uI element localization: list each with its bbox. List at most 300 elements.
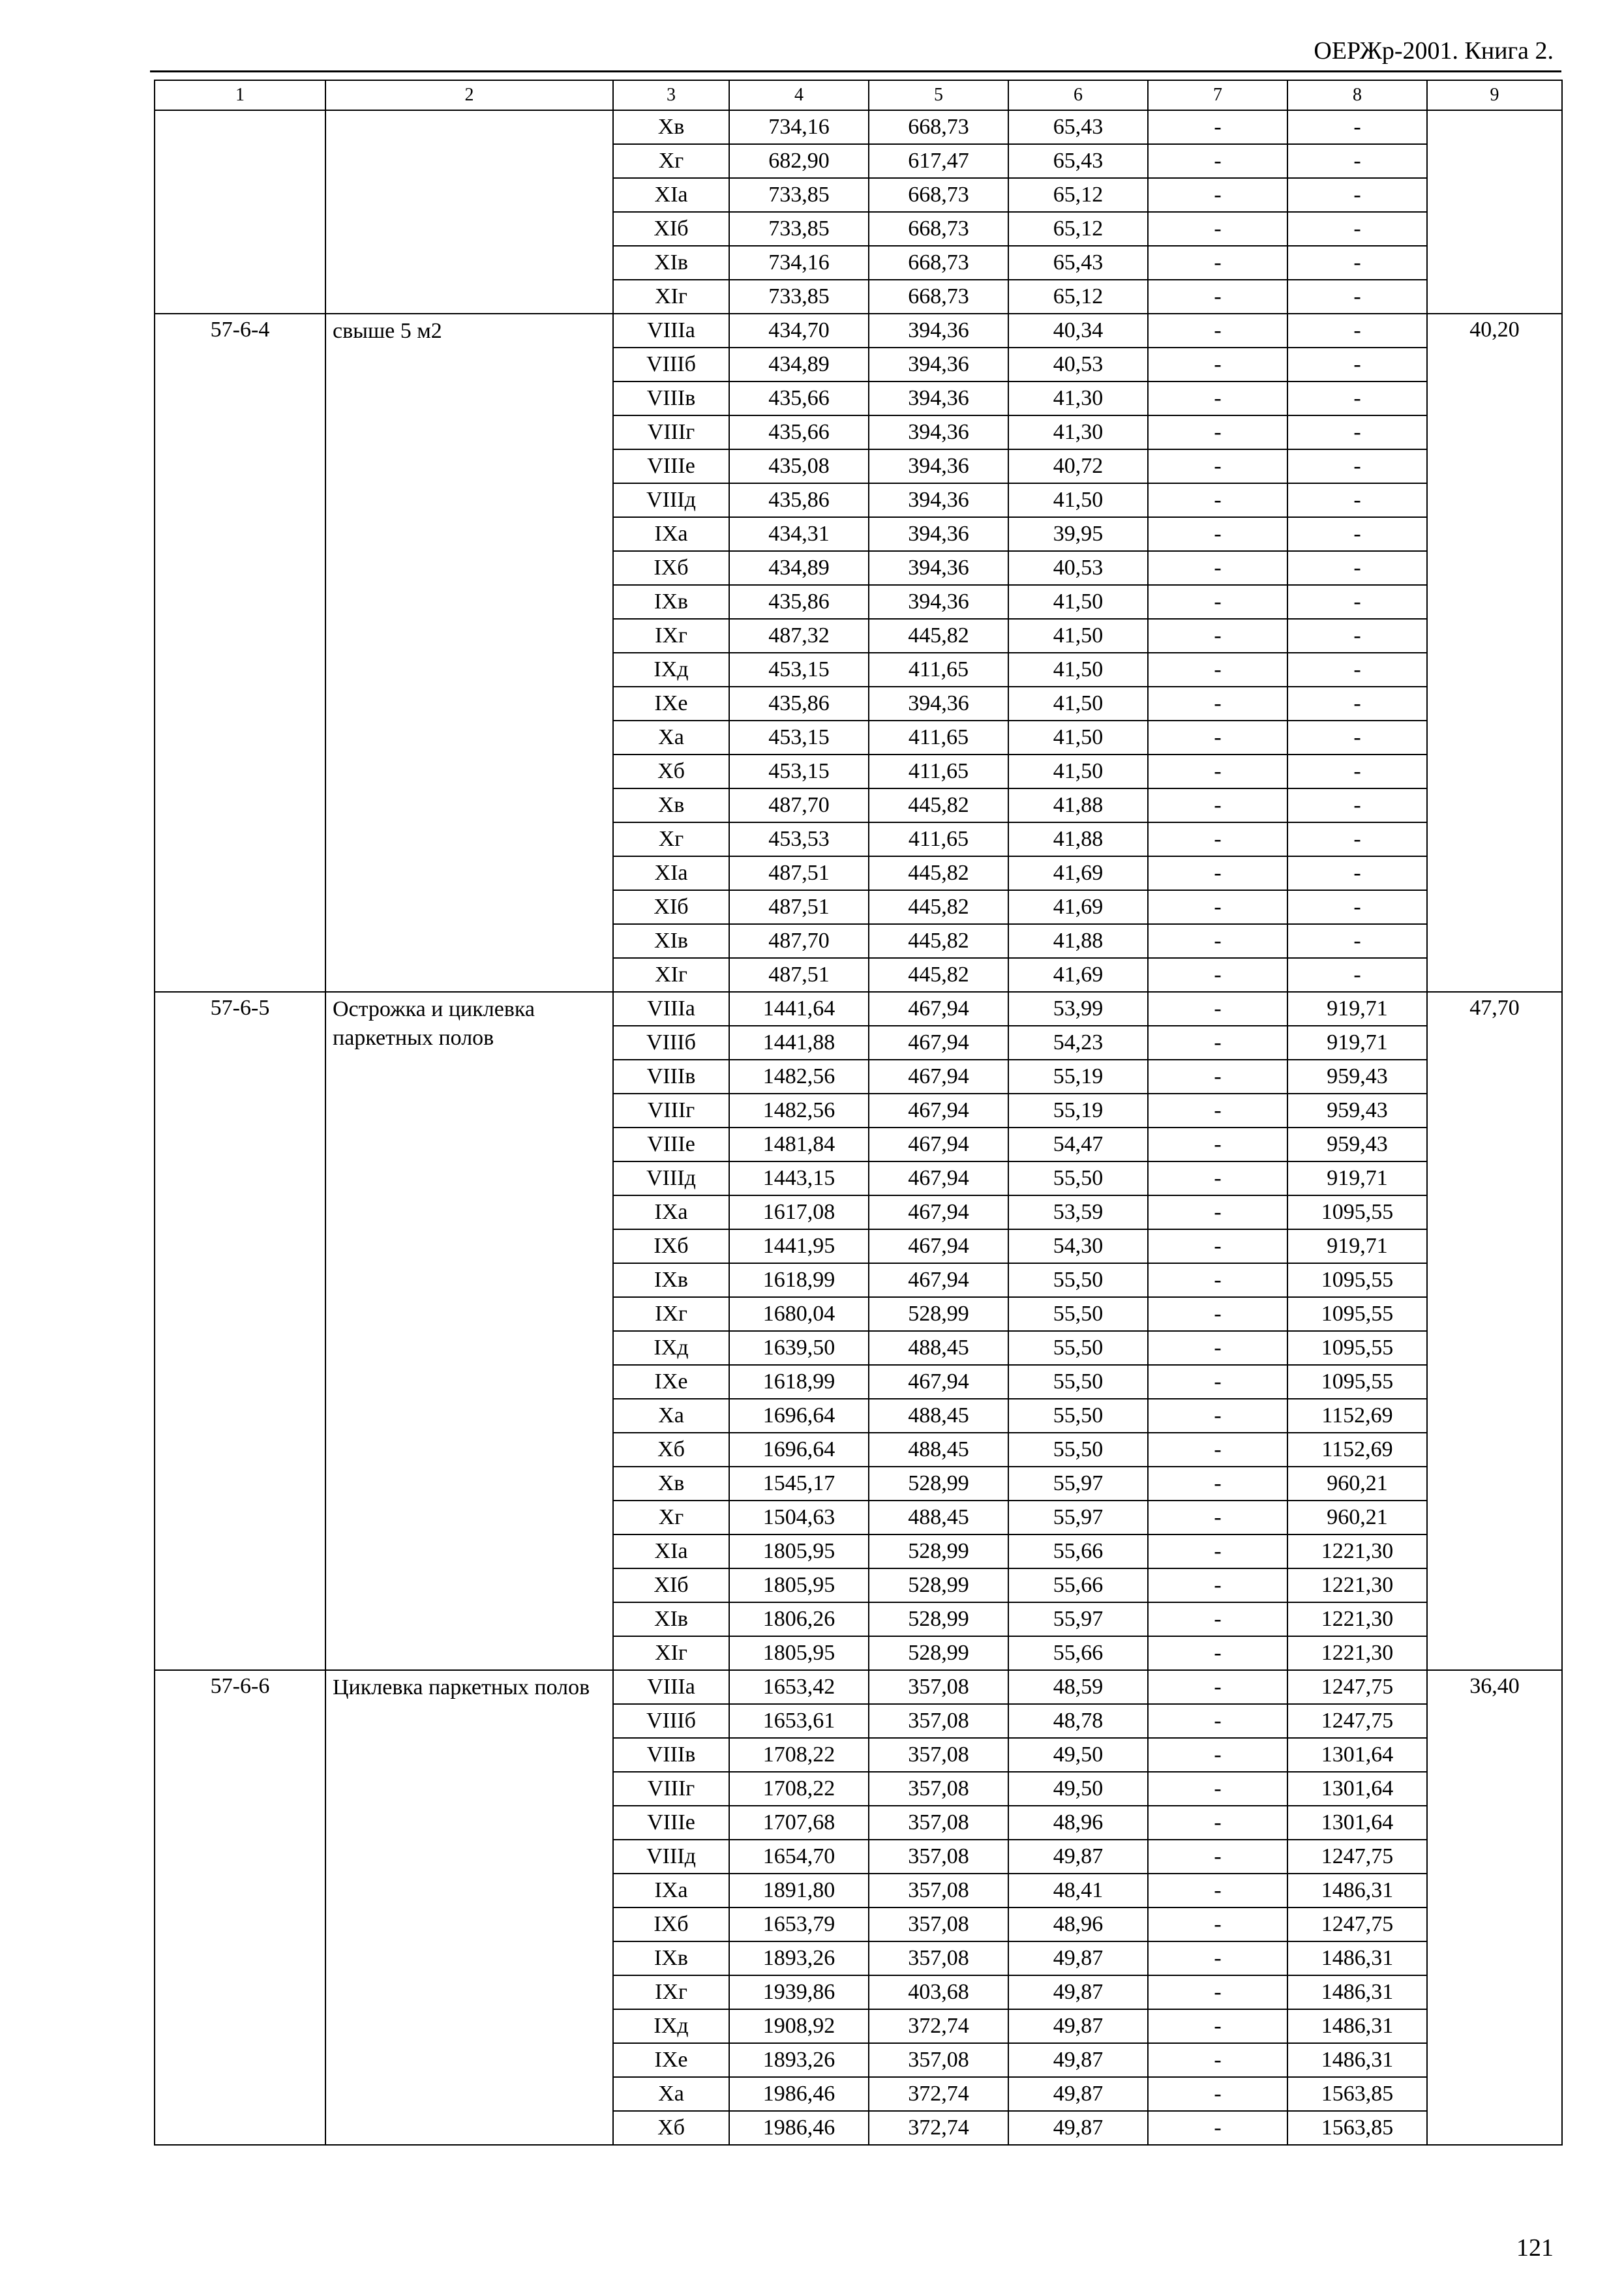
value-cell: - <box>1287 958 1427 992</box>
column-number-cell: 8 <box>1287 80 1427 110</box>
value-cell: 40,72 <box>1008 449 1148 483</box>
labor-cost-cell: 36,40 <box>1427 1670 1562 2145</box>
value-cell: 41,50 <box>1008 721 1148 755</box>
zone-cell: Xв <box>613 1467 729 1501</box>
zone-cell: Xг <box>613 144 729 178</box>
value-cell: 1654,70 <box>729 1840 869 1874</box>
table-row <box>155 1670 1562 1704</box>
value-cell: 467,94 <box>869 1060 1008 1094</box>
zone-cell: VIIIб <box>613 348 729 382</box>
value-cell: 487,51 <box>729 890 869 924</box>
zone-cell: IXв <box>613 585 729 619</box>
value-cell: - <box>1148 1636 1287 1670</box>
zone-cell: VIIIг <box>613 415 729 449</box>
value-cell: 733,85 <box>729 280 869 314</box>
value-cell: 445,82 <box>869 958 1008 992</box>
value-cell: 357,08 <box>869 1670 1008 1704</box>
zone-cell: XIа <box>613 178 729 212</box>
zone-cell: IXг <box>613 619 729 653</box>
value-cell: 1247,75 <box>1287 1908 1427 1941</box>
value-cell: 49,87 <box>1008 2111 1148 2145</box>
value-cell: 1443,15 <box>729 1161 869 1195</box>
table-row <box>155 314 1562 348</box>
zone-cell: VIIIг <box>613 1772 729 1806</box>
value-cell: 453,15 <box>729 755 869 788</box>
zone-cell: VIIIв <box>613 1738 729 1772</box>
value-cell: 1806,26 <box>729 1602 869 1636</box>
column-number-row <box>155 80 1562 110</box>
value-cell: 49,87 <box>1008 2043 1148 2077</box>
value-cell: - <box>1148 1128 1287 1161</box>
value-cell: 372,74 <box>869 2077 1008 2111</box>
value-cell: - <box>1148 1263 1287 1297</box>
value-cell: 65,43 <box>1008 110 1148 144</box>
zone-cell: XIб <box>613 890 729 924</box>
value-cell: 394,36 <box>869 415 1008 449</box>
value-cell: - <box>1287 280 1427 314</box>
work-name-cell: свыше 5 м2 <box>325 314 613 992</box>
value-cell: - <box>1148 822 1287 856</box>
zone-cell: IXг <box>613 1297 729 1331</box>
value-cell: - <box>1148 1670 1287 1704</box>
value-cell: 1563,85 <box>1287 2077 1427 2111</box>
value-cell: - <box>1148 1941 1287 1975</box>
value-cell: 487,32 <box>729 619 869 653</box>
zone-cell: XIб <box>613 212 729 246</box>
value-cell: - <box>1148 1602 1287 1636</box>
zone-cell: Xб <box>613 2111 729 2145</box>
value-cell: 55,66 <box>1008 1568 1148 1602</box>
zone-cell: VIIIа <box>613 1670 729 1704</box>
page-number: 121 <box>1516 2234 1554 2262</box>
value-cell: 55,50 <box>1008 1263 1148 1297</box>
value-cell: 48,96 <box>1008 1806 1148 1840</box>
value-cell: 668,73 <box>869 280 1008 314</box>
value-cell: 434,89 <box>729 348 869 382</box>
value-cell: 65,43 <box>1008 246 1148 280</box>
value-cell: 394,36 <box>869 551 1008 585</box>
value-cell: 488,45 <box>869 1501 1008 1534</box>
column-number-cell: 4 <box>729 80 869 110</box>
value-cell: 528,99 <box>869 1602 1008 1636</box>
value-cell: 1805,95 <box>729 1636 869 1670</box>
zone-cell: XIв <box>613 1602 729 1636</box>
value-cell: 1891,80 <box>729 1874 869 1908</box>
zone-cell: Xг <box>613 822 729 856</box>
value-cell: 733,85 <box>729 212 869 246</box>
value-cell: 394,36 <box>869 348 1008 382</box>
value-cell: 445,82 <box>869 890 1008 924</box>
value-cell: 357,08 <box>869 1772 1008 1806</box>
value-cell: 1095,55 <box>1287 1331 1427 1365</box>
value-cell: - <box>1148 280 1287 314</box>
zone-cell: VIIIб <box>613 1026 729 1060</box>
value-cell: - <box>1148 178 1287 212</box>
value-cell: - <box>1287 415 1427 449</box>
value-cell: - <box>1148 1534 1287 1568</box>
value-cell: - <box>1148 856 1287 890</box>
value-cell: 49,87 <box>1008 2077 1148 2111</box>
value-cell: 1986,46 <box>729 2077 869 2111</box>
zone-cell: Xб <box>613 1433 729 1467</box>
value-cell: - <box>1148 1331 1287 1365</box>
value-cell: - <box>1287 246 1427 280</box>
value-cell: 40,53 <box>1008 551 1148 585</box>
value-cell: 40,34 <box>1008 314 1148 348</box>
value-cell: - <box>1148 1365 1287 1399</box>
labor-cost-cell: 40,20 <box>1427 314 1562 992</box>
value-cell: - <box>1148 992 1287 1026</box>
value-cell: 1696,64 <box>729 1399 869 1433</box>
value-cell: - <box>1148 1738 1287 1772</box>
labor-cost-cell: 47,70 <box>1427 992 1562 1670</box>
value-cell: 48,59 <box>1008 1670 1148 1704</box>
value-cell: - <box>1148 483 1287 517</box>
value-cell: 41,50 <box>1008 619 1148 653</box>
value-cell: - <box>1287 348 1427 382</box>
estimate-table <box>154 80 1563 2146</box>
value-cell: - <box>1148 382 1287 415</box>
value-cell: 55,50 <box>1008 1433 1148 1467</box>
value-cell: 487,70 <box>729 924 869 958</box>
value-cell: 919,71 <box>1287 1229 1427 1263</box>
value-cell: 394,36 <box>869 517 1008 551</box>
zone-cell: IXг <box>613 1975 729 2009</box>
value-cell: 54,47 <box>1008 1128 1148 1161</box>
value-cell: 394,36 <box>869 483 1008 517</box>
value-cell: 53,59 <box>1008 1195 1148 1229</box>
value-cell: - <box>1148 1806 1287 1840</box>
value-cell: - <box>1148 1060 1287 1094</box>
value-cell: 467,94 <box>869 1094 1008 1128</box>
value-cell: - <box>1148 144 1287 178</box>
value-cell: 1680,04 <box>729 1297 869 1331</box>
value-cell: 445,82 <box>869 788 1008 822</box>
value-cell: 49,87 <box>1008 1840 1148 1874</box>
value-cell: 372,74 <box>869 2009 1008 2043</box>
value-cell: 55,19 <box>1008 1060 1148 1094</box>
value-cell: - <box>1148 2111 1287 2145</box>
labor-cost-cell <box>1427 110 1562 314</box>
zone-cell: VIIIе <box>613 449 729 483</box>
zone-cell: Xб <box>613 755 729 788</box>
value-cell: - <box>1148 1704 1287 1738</box>
value-cell: 1441,64 <box>729 992 869 1026</box>
value-cell: 435,86 <box>729 585 869 619</box>
value-cell: - <box>1287 856 1427 890</box>
zone-cell: IXв <box>613 1941 729 1975</box>
value-cell: - <box>1148 1297 1287 1331</box>
value-cell: - <box>1148 619 1287 653</box>
value-cell: - <box>1287 178 1427 212</box>
zone-cell: VIIIа <box>613 992 729 1026</box>
value-cell: - <box>1148 687 1287 721</box>
value-cell: 403,68 <box>869 1975 1008 2009</box>
zone-cell: XIб <box>613 1568 729 1602</box>
value-cell: 41,50 <box>1008 483 1148 517</box>
value-cell: - <box>1287 314 1427 348</box>
value-cell: 919,71 <box>1287 1026 1427 1060</box>
value-cell: 48,78 <box>1008 1704 1148 1738</box>
value-cell: 55,97 <box>1008 1467 1148 1501</box>
value-cell: 41,69 <box>1008 890 1148 924</box>
value-cell: 1545,17 <box>729 1467 869 1501</box>
value-cell: 445,82 <box>869 856 1008 890</box>
value-cell: 487,70 <box>729 788 869 822</box>
zone-cell: VIIIе <box>613 1128 729 1161</box>
value-cell: - <box>1287 483 1427 517</box>
work-name-cell: Острожка и циклевка паркетных полов <box>325 992 613 1670</box>
table-row <box>155 992 1562 1026</box>
zone-cell: IXд <box>613 2009 729 2043</box>
value-cell: 435,86 <box>729 483 869 517</box>
rate-code-cell: 57-6-6 <box>155 1670 325 2145</box>
value-cell: 48,96 <box>1008 1908 1148 1941</box>
value-cell: 668,73 <box>869 212 1008 246</box>
value-cell: 394,36 <box>869 314 1008 348</box>
value-cell: 1482,56 <box>729 1060 869 1094</box>
value-cell: 1486,31 <box>1287 1941 1427 1975</box>
value-cell: 959,43 <box>1287 1094 1427 1128</box>
work-name-cell <box>325 110 613 314</box>
value-cell: - <box>1287 619 1427 653</box>
value-cell: 1939,86 <box>729 1975 869 2009</box>
value-cell: - <box>1287 551 1427 585</box>
value-cell: - <box>1148 212 1287 246</box>
zone-cell: IXе <box>613 687 729 721</box>
value-cell: - <box>1148 788 1287 822</box>
value-cell: 1805,95 <box>729 1534 869 1568</box>
header-divider <box>150 70 1561 72</box>
value-cell: 49,87 <box>1008 2009 1148 2043</box>
value-cell: 1893,26 <box>729 2043 869 2077</box>
value-cell: 1481,84 <box>729 1128 869 1161</box>
zone-cell: IXб <box>613 1908 729 1941</box>
value-cell: 1707,68 <box>729 1806 869 1840</box>
value-cell: 411,65 <box>869 822 1008 856</box>
zone-cell: VIIIд <box>613 1161 729 1195</box>
zone-cell: IXа <box>613 517 729 551</box>
value-cell: 435,66 <box>729 415 869 449</box>
zone-cell: XIв <box>613 924 729 958</box>
value-cell: 1805,95 <box>729 1568 869 1602</box>
value-cell: 1653,61 <box>729 1704 869 1738</box>
value-cell: 53,99 <box>1008 992 1148 1026</box>
value-cell: 467,94 <box>869 1026 1008 1060</box>
value-cell: - <box>1148 1161 1287 1195</box>
value-cell: 487,51 <box>729 856 869 890</box>
value-cell: - <box>1148 1874 1287 1908</box>
value-cell: 1247,75 <box>1287 1704 1427 1738</box>
value-cell: 467,94 <box>869 992 1008 1026</box>
value-cell: - <box>1148 2043 1287 2077</box>
value-cell: 41,88 <box>1008 822 1148 856</box>
value-cell: - <box>1148 1908 1287 1941</box>
value-cell: 41,50 <box>1008 687 1148 721</box>
value-cell: 528,99 <box>869 1467 1008 1501</box>
value-cell: - <box>1148 1840 1287 1874</box>
value-cell: 467,94 <box>869 1161 1008 1195</box>
value-cell: 1301,64 <box>1287 1772 1427 1806</box>
value-cell: 467,94 <box>869 1365 1008 1399</box>
zone-cell: VIIIд <box>613 1840 729 1874</box>
value-cell: 467,94 <box>869 1229 1008 1263</box>
value-cell: 357,08 <box>869 1840 1008 1874</box>
value-cell: 1482,56 <box>729 1094 869 1128</box>
value-cell: - <box>1148 110 1287 144</box>
column-number-cell: 7 <box>1148 80 1287 110</box>
value-cell: 668,73 <box>869 178 1008 212</box>
value-cell: 434,89 <box>729 551 869 585</box>
value-cell: 49,50 <box>1008 1772 1148 1806</box>
value-cell: 1504,63 <box>729 1501 869 1534</box>
zone-cell: IXб <box>613 551 729 585</box>
value-cell: 1618,99 <box>729 1365 869 1399</box>
value-cell: 48,41 <box>1008 1874 1148 1908</box>
value-cell: 1708,22 <box>729 1772 869 1806</box>
value-cell: 1095,55 <box>1287 1365 1427 1399</box>
value-cell: 1221,30 <box>1287 1568 1427 1602</box>
value-cell: - <box>1148 314 1287 348</box>
value-cell: - <box>1148 585 1287 619</box>
value-cell: 1152,69 <box>1287 1399 1427 1433</box>
value-cell: 434,70 <box>729 314 869 348</box>
value-cell: 487,51 <box>729 958 869 992</box>
value-cell: 1893,26 <box>729 1941 869 1975</box>
zone-cell: IXб <box>613 1229 729 1263</box>
value-cell: - <box>1148 958 1287 992</box>
value-cell: 65,43 <box>1008 144 1148 178</box>
document-header-title: ОЕРЖр-2001. Книга 2. <box>1314 37 1554 65</box>
value-cell: 357,08 <box>869 1941 1008 1975</box>
value-cell: - <box>1148 1501 1287 1534</box>
value-cell: - <box>1287 212 1427 246</box>
value-cell: 488,45 <box>869 1399 1008 1433</box>
value-cell: 1095,55 <box>1287 1263 1427 1297</box>
zone-cell: XIг <box>613 958 729 992</box>
value-cell: 1708,22 <box>729 1738 869 1772</box>
value-cell: 54,23 <box>1008 1026 1148 1060</box>
value-cell: - <box>1148 1975 1287 2009</box>
value-cell: - <box>1287 110 1427 144</box>
rate-code-cell: 57-6-4 <box>155 314 325 992</box>
column-number-cell: 1 <box>155 80 325 110</box>
value-cell: - <box>1287 788 1427 822</box>
value-cell: 919,71 <box>1287 1161 1427 1195</box>
value-cell: 668,73 <box>869 246 1008 280</box>
value-cell: 65,12 <box>1008 178 1148 212</box>
value-cell: - <box>1148 1229 1287 1263</box>
value-cell: - <box>1148 890 1287 924</box>
value-cell: 1653,79 <box>729 1908 869 1941</box>
zone-cell: Xа <box>613 2077 729 2111</box>
value-cell: 617,47 <box>869 144 1008 178</box>
zone-cell: IXе <box>613 1365 729 1399</box>
value-cell: - <box>1148 1026 1287 1060</box>
work-name-cell: Циклевка паркетных полов <box>325 1670 613 2145</box>
value-cell: - <box>1148 721 1287 755</box>
zone-cell: XIг <box>613 1636 729 1670</box>
value-cell: 1221,30 <box>1287 1602 1427 1636</box>
column-number-cell: 5 <box>869 80 1008 110</box>
value-cell: - <box>1287 721 1427 755</box>
value-cell: - <box>1148 653 1287 687</box>
zone-cell: IXа <box>613 1195 729 1229</box>
value-cell: 55,97 <box>1008 1501 1148 1534</box>
value-cell: 1221,30 <box>1287 1636 1427 1670</box>
value-cell: - <box>1287 924 1427 958</box>
value-cell: 467,94 <box>869 1128 1008 1161</box>
column-number-cell: 3 <box>613 80 729 110</box>
value-cell: 41,88 <box>1008 788 1148 822</box>
value-cell: 49,50 <box>1008 1738 1148 1772</box>
zone-cell: XIв <box>613 246 729 280</box>
zone-cell: VIIIа <box>613 314 729 348</box>
value-cell: 734,16 <box>729 246 869 280</box>
value-cell: 394,36 <box>869 687 1008 721</box>
value-cell: 55,50 <box>1008 1399 1148 1433</box>
value-cell: - <box>1148 551 1287 585</box>
value-cell: 357,08 <box>869 1738 1008 1772</box>
value-cell: - <box>1287 449 1427 483</box>
value-cell: 41,50 <box>1008 585 1148 619</box>
value-cell: - <box>1148 415 1287 449</box>
value-cell: - <box>1287 755 1427 788</box>
value-cell: 49,87 <box>1008 1941 1148 1975</box>
value-cell: - <box>1287 822 1427 856</box>
value-cell: - <box>1148 924 1287 958</box>
value-cell: - <box>1148 1467 1287 1501</box>
value-cell: 488,45 <box>869 1331 1008 1365</box>
value-cell: 357,08 <box>869 1704 1008 1738</box>
value-cell: 1639,50 <box>729 1331 869 1365</box>
zone-cell: IXе <box>613 2043 729 2077</box>
zone-cell: XIа <box>613 1534 729 1568</box>
value-cell: 1563,85 <box>1287 2111 1427 2145</box>
value-cell: 55,50 <box>1008 1161 1148 1195</box>
value-cell: 528,99 <box>869 1568 1008 1602</box>
value-cell: 453,15 <box>729 653 869 687</box>
value-cell: 733,85 <box>729 178 869 212</box>
value-cell: 41,30 <box>1008 415 1148 449</box>
value-cell: 357,08 <box>869 1908 1008 1941</box>
value-cell: 960,21 <box>1287 1467 1427 1501</box>
value-cell: 55,50 <box>1008 1365 1148 1399</box>
value-cell: 65,12 <box>1008 280 1148 314</box>
value-cell: 682,90 <box>729 144 869 178</box>
value-cell: 394,36 <box>869 382 1008 415</box>
value-cell: 54,30 <box>1008 1229 1148 1263</box>
value-cell: - <box>1148 755 1287 788</box>
value-cell: - <box>1287 890 1427 924</box>
value-cell: 41,50 <box>1008 653 1148 687</box>
value-cell: 411,65 <box>869 721 1008 755</box>
value-cell: - <box>1148 1094 1287 1128</box>
value-cell: - <box>1148 1568 1287 1602</box>
value-cell: 435,08 <box>729 449 869 483</box>
value-cell: 1653,42 <box>729 1670 869 1704</box>
value-cell: 960,21 <box>1287 1501 1427 1534</box>
value-cell: 1618,99 <box>729 1263 869 1297</box>
zone-cell: VIIIб <box>613 1704 729 1738</box>
zone-cell: IXд <box>613 653 729 687</box>
value-cell: 41,50 <box>1008 755 1148 788</box>
value-cell: 1486,31 <box>1287 1975 1427 2009</box>
value-cell: 357,08 <box>869 1806 1008 1840</box>
column-number-cell: 9 <box>1427 80 1562 110</box>
value-cell: 1152,69 <box>1287 1433 1427 1467</box>
value-cell: 41,88 <box>1008 924 1148 958</box>
